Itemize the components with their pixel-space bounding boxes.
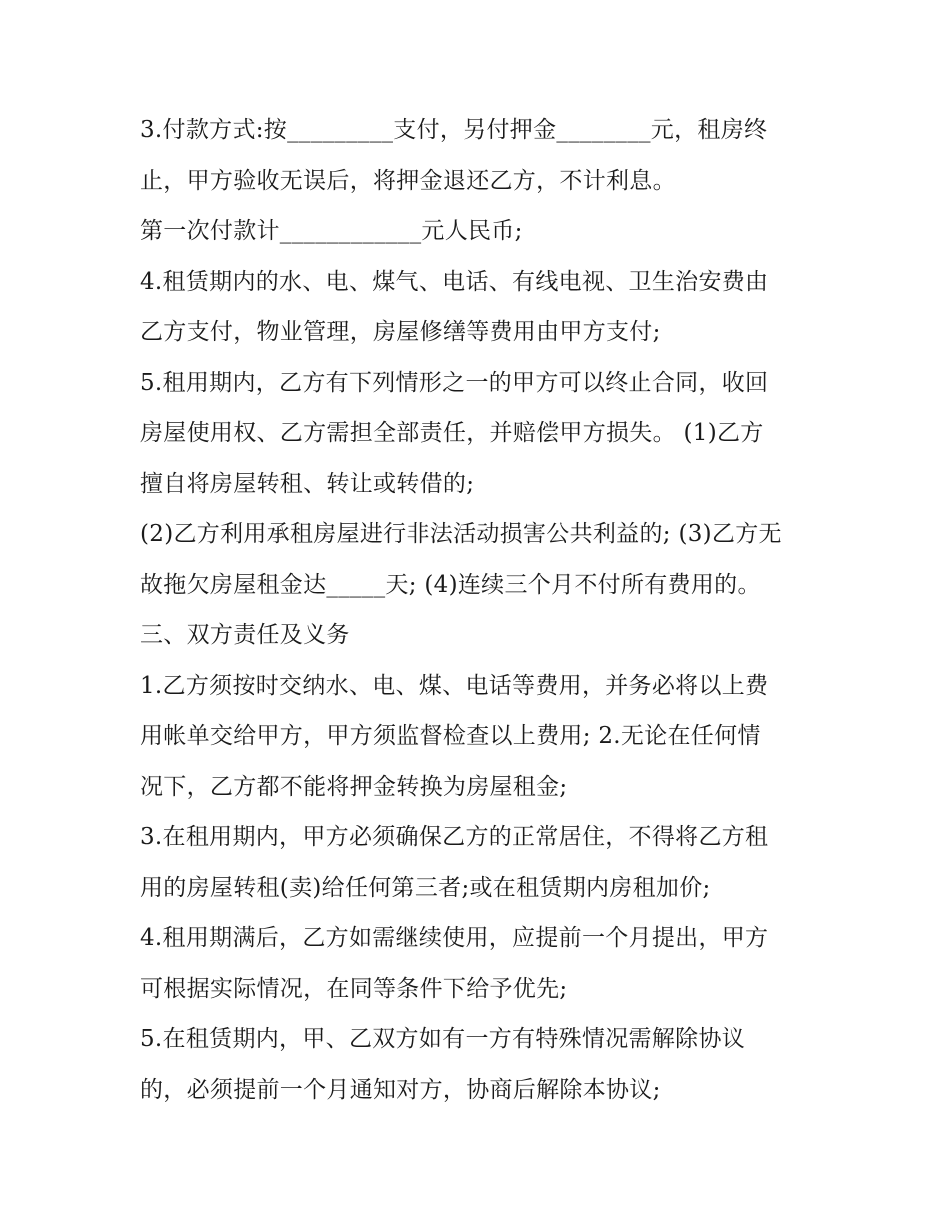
text-line-16: 用的房屋转租(卖)给任何第三者;或在租赁期内房租加价; <box>140 875 711 901</box>
text-line-9: (2)乙方利用承租房屋进行非法活动损害公共利益的; (3)乙方无 <box>140 521 782 547</box>
text-line-4: 4.租赁期内的水、电、煤气、电话、有线电视、卫生治安费由 <box>140 269 769 295</box>
text-line-3: 第一次付款计____________元人民币; <box>140 218 523 244</box>
text-line-12: 1.乙方须按时交纳水、电、煤、电话等费用，并务必将以上费 <box>140 673 769 699</box>
text-line-13: 用帐单交给甲方，甲方须监督检查以上费用; 2.无论在任何情 <box>140 723 761 749</box>
text-line-14: 况下，乙方都不能将押金转换为房屋租金; <box>140 774 568 800</box>
text-line-1: 3.付款方式:按_________支付，另付押金________元，租房终 <box>140 117 768 143</box>
text-line-7: 房屋使用权、乙方需担全部责任，并赔偿甲方损失。 (1)乙方 <box>140 420 764 446</box>
text-line-19: 5.在租赁期内，甲、乙双方如有一方有特殊情况需解除协议 <box>140 1026 746 1052</box>
text-line-5: 乙方支付，物业管理，房屋修缮等费用由甲方支付; <box>140 319 661 345</box>
text-line-6: 5.租用期内，乙方有下列情形之一的甲方可以终止合同，收回 <box>140 370 769 396</box>
text-line-8: 擅自将房屋转租、转让或转借的; <box>140 471 475 497</box>
text-line-17: 4.租用期满后，乙方如需继续使用，应提前一个月提出，甲方 <box>140 925 769 951</box>
text-line-2: 止，甲方验收无误后，将押金退还乙方，不计利息。 <box>140 168 676 194</box>
section-heading: 三、双方责任及义务 <box>140 622 350 648</box>
text-line-18: 可根据实际情况，在同等条件下给予优先; <box>140 976 568 1002</box>
text-line-20: 的，必须提前一个月通知对方，协商后解除本协议; <box>140 1077 661 1103</box>
text-line-10: 故拖欠房屋租金达_____天; (4)连续三个月不付所有费用的。 <box>140 572 761 598</box>
text-line-15: 3.在租用期内，甲方必须确保乙方的正常居住，不得将乙方租 <box>140 824 769 850</box>
